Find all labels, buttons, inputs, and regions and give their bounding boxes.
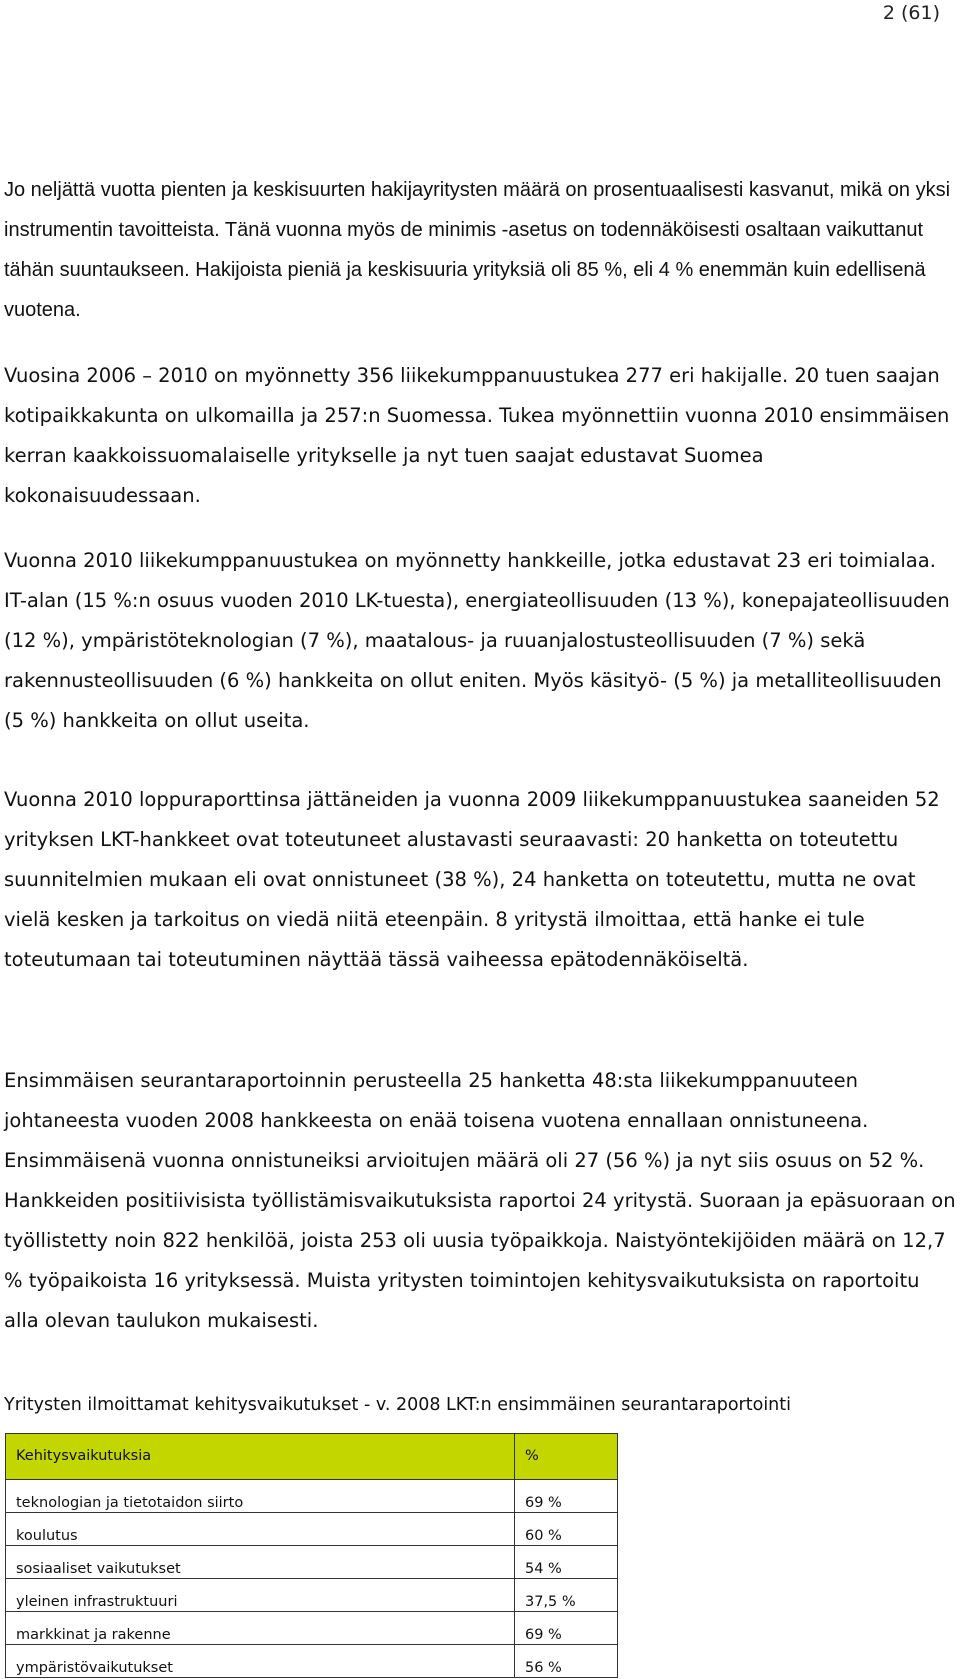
row-label: markkinat ja rakenne bbox=[6, 1612, 515, 1645]
row-label: teknologian ja tietotaidon siirto bbox=[6, 1480, 515, 1513]
paragraph-final-reports: Vuonna 2010 loppuraporttinsa jättäneiden ja vuonna 2009 liikekumppanuustukea saaneiden 52 yrityksen LKT-hankkeet ovat toteutuneet alustavasti seuraavasti: 20 hanketta on toteutettu suunnitelmien mukaan eli ovat onnistuneet (38 %), 24 hanketta on toteutettu, mutta ne ovat vielä kesken ja tarkoitus on viedä niitä eteenpäin. 8 yritystä ilmoittaa, että hanke ei tule toteutumaan tai toteutuminen näyttää tässä vaiheessa epätodennäköiseltä. bbox=[4, 788, 940, 971]
paragraph-industries: Vuonna 2010 liikekumppanuustukea on myönnetty hankkeille, jotka edustavat 23 eri toimialaa. IT-alan (15 %:n osuus vuoden 2010 LK-tuesta), energiateollisuuden (13 %), konepajateollisuuden (12 %), ympäristöteknologian (7 %), maatalous- ja ruuanjalostusteollisuuden (7 %) sekä rakennusteollisuuden (6 %) hankkeita on ollut eniten. Myös käsityö- (5 %) ja metalliteollisuuden (5 %) hankkeita on ollut useita. bbox=[4, 549, 950, 732]
table-row bbox=[6, 1546, 618, 1579]
table-caption: Yritysten ilmoittamat kehitysvaikutukset - v. 2008 LKT:n ensimmäinen seurantaraportointi bbox=[4, 1395, 791, 1415]
header-value: % bbox=[515, 1434, 618, 1480]
paragraph-applicants: Jo neljättä vuotta pienten ja keskisuurten hakijayritysten määrä on prosentuaalisesti kasvanut, mikä on yksi instrumentin tavoitteista. Tänä vuonna myös de minimis -asetus on todennäköisesti osaltaan vaikuttanut tähän suuntaukseen. Hakijoista pieniä ja keskisuuria yrityksiä oli 85 %, eli 4 % enemmän kuin edellisenä vuotena. bbox=[4, 179, 951, 321]
row-value: 60 % bbox=[515, 1513, 618, 1546]
development-effects-table bbox=[5, 1433, 618, 1678]
header-label: Kehitysvaikutuksia bbox=[6, 1434, 515, 1480]
row-value: 56 % bbox=[515, 1645, 618, 1678]
row-label: yleinen infrastruktuuri bbox=[6, 1579, 515, 1612]
table-row bbox=[6, 1579, 618, 1612]
table-row bbox=[6, 1645, 618, 1678]
row-label: sosiaaliset vaikutukset bbox=[6, 1546, 515, 1579]
table-row bbox=[6, 1612, 618, 1645]
page-number: 2 (61) bbox=[882, 2, 940, 24]
row-label: koulutus bbox=[6, 1513, 515, 1546]
row-label: ympäristövaikutukset bbox=[6, 1645, 515, 1678]
paragraph-grants-2006-2010: Vuosina 2006 – 2010 on myönnetty 356 liikekumppanuustukea 277 eri hakijalle. 20 tuen saajan kotipaikkakunta on ulkomailla ja 257:n Suomessa. Tukea myönnettiin vuonna 2010 ensimmäisen kerran kaakkoissuomalaiselle yritykselle ja nyt tuen saajat edustavat Suomea kokonaisuudessaan. bbox=[4, 364, 950, 507]
row-value: 54 % bbox=[515, 1546, 618, 1579]
paragraph-follow-up: Ensimmäisen seurantaraportoinnin perusteella 25 hanketta 48:sta liikekumppanuuteen johtaneesta vuoden 2008 hankkeesta on enää toisena vuotena ennallaan onnistuneena. Ensimmäisenä vuonna onnistuneiksi arvioitujen määrä oli 27 (56 %) ja nyt siis osuus on 52 %. Hankkeiden positiivisista työllistämisvaikutuksista raportoi 24 yritystä. Suoraan ja epäsuoraan on työllistetty noin 822 henkilöä, joista 253 oli uusia työpaikkoja. Naistyöntekijöiden määrä on 12,7 % työpaikoista 16 yrityksessä. Muista yritysten toimintojen kehitysvaikutuksista on raportoitu alla olevan taulukon mukaisesti. bbox=[4, 1069, 956, 1332]
row-value: 69 % bbox=[515, 1612, 618, 1645]
table-header-row bbox=[6, 1434, 618, 1480]
row-value: 69 % bbox=[515, 1480, 618, 1513]
row-value: 37,5 % bbox=[515, 1579, 618, 1612]
table-row bbox=[6, 1513, 618, 1546]
table-row bbox=[6, 1480, 618, 1513]
